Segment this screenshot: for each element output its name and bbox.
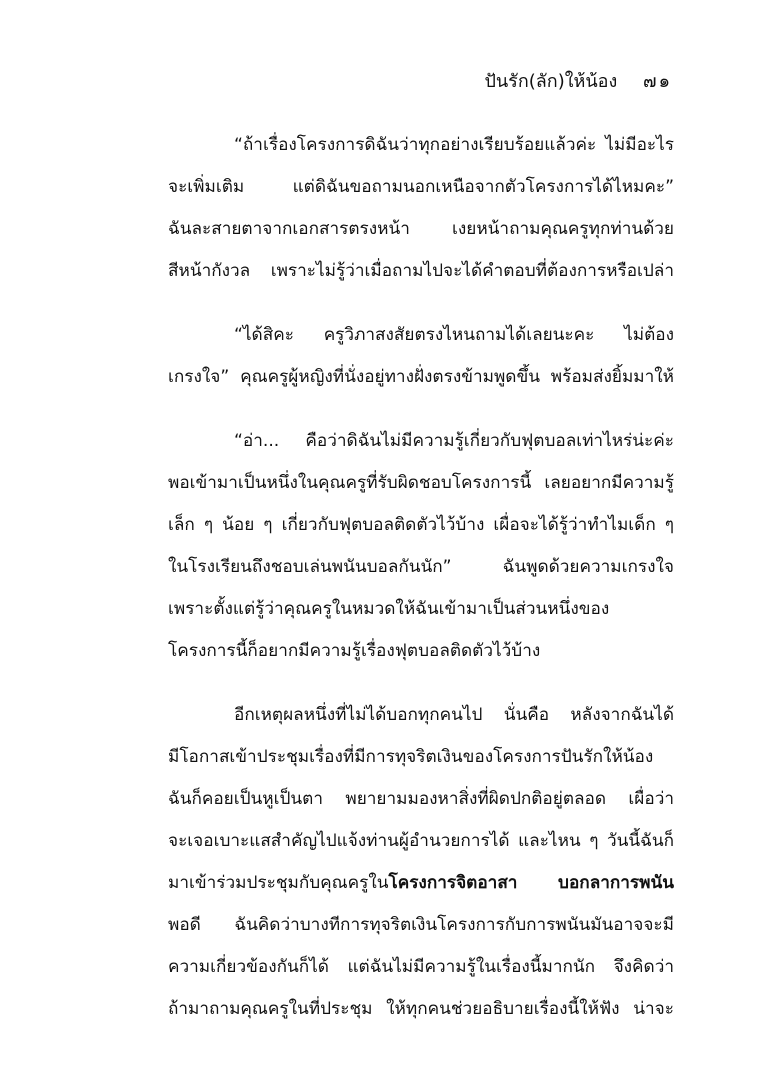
text-line: จะเพิ่มเติม แต่ดิฉันขอถามนอกเหนือจากตัวโครงการได้ไหมคะ”	[168, 177, 674, 197]
paragraph-spacer	[168, 672, 674, 694]
text-line: อีกเหตุผลหนึ่งที่ไม่ได้บอกทุกคนไป นั่นคือ หลังจากฉันได้	[234, 705, 674, 725]
text-line: ฉันก็คอยเป็นหูเป็นตา พยายามมองหาสิ่งที่ผิดปกติอยู่ตลอด เผื่อว่า	[168, 789, 674, 809]
paragraph-spacer	[168, 398, 674, 420]
book-title: ปันรัก(ลัก)ให้น้อง	[484, 71, 618, 92]
text-line: เล็ก ๆ น้อย ๆ เกี่ยวกับฟุตบอลติดตัวไว้บ้าง เผื่อจะได้รู้ว่าทำไมเด็ก ๆ	[168, 515, 674, 535]
text-line: มีโอกาสเข้าประชุมเรื่องที่มีการทุจริตเงินของโครงการปันรักให้น้อง	[168, 747, 654, 767]
text-line: “ถ้าเรื่องโครงการดิฉันว่าทุกอย่างเรียบร้อยแล้วค่ะ ไม่มีอะไร	[234, 135, 674, 155]
text-line: จะเจอเบาะแสสำคัญไปแจ้งท่านผู้อำนวยการได้ และไหน ๆ วันนี้ฉันก็	[168, 831, 674, 851]
paragraph-spacer	[168, 292, 674, 314]
text-line: “ได้สิคะ ครูวิภาสงสัยตรงไหนถามได้เลยนะคะ ไม่ต้อง	[234, 325, 674, 345]
paragraph-3	[168, 420, 674, 672]
text-line: พอเข้ามาเป็นหนึ่งในคุณครูที่รับผิดชอบโครงการนี้ เลยอยากมีความรู้	[168, 473, 674, 493]
text-line: ในโรงเรียนถึงชอบเล่นพนันบอลกันนัก” ฉันพูดด้วยความเกรงใจ	[168, 557, 674, 577]
page-number: ๗๑	[643, 71, 672, 92]
text-line: เกรงใจ” คุณครูผู้หญิงที่นั่งอยู่ทางฝั่งตรงข้ามพูดขึ้น พร้อมส่งยิ้มมาให้	[168, 367, 674, 387]
text-line: ความเกี่ยวข้องกันก็ได้ แต่ฉันไม่มีความรู้ในเรื่องนี้มากนัก จึงคิดว่า	[168, 957, 674, 977]
text-line: ฉันละสายตาจากเอกสารตรงหน้า เงยหน้าถามคุณครูทุกท่านด้วย	[168, 219, 674, 239]
project-name-bold: โครงการจิตอาสา บอกลาการพนัน	[388, 873, 674, 893]
text-line-plain-part: มาเข้าร่วมประชุมกับคุณครูใน	[168, 873, 389, 893]
body-text	[168, 124, 674, 1030]
text-line-with-project-name	[168, 862, 674, 904]
text-line: เพราะตั้งแต่รู้ว่าคุณครูในหมวดให้ฉันเข้ามาเป็นส่วนหนึ่งของ	[168, 599, 610, 619]
paragraph-2	[168, 314, 674, 398]
text-line: สีหน้ากังวล เพราะไม่รู้ว่าเมื่อถามไปจะได้คำตอบที่ต้องการหรือเปล่า	[168, 261, 674, 281]
text-line: “อ่า... คือว่าดิฉันไม่มีความรู้เกี่ยวกับฟุตบอลเท่าไหร่น่ะค่ะ	[234, 431, 674, 451]
running-header	[484, 69, 672, 95]
text-line: ถ้ามาถามคุณครูในที่ประชุม ให้ทุกคนช่วยอธิบายเรื่องนี้ให้ฟัง น่าจะ	[168, 999, 674, 1019]
text-line: พอดี ฉันคิดว่าบางทีการทุจริตเงินโครงการกับการพนันมันอาจจะมี	[168, 915, 674, 935]
paragraph-4	[168, 694, 674, 1030]
paragraph-1	[168, 124, 674, 292]
text-line: โครงการนี้ก็อยากมีความรู้เรื่องฟุตบอลติดตัวไว้บ้าง	[168, 641, 541, 661]
